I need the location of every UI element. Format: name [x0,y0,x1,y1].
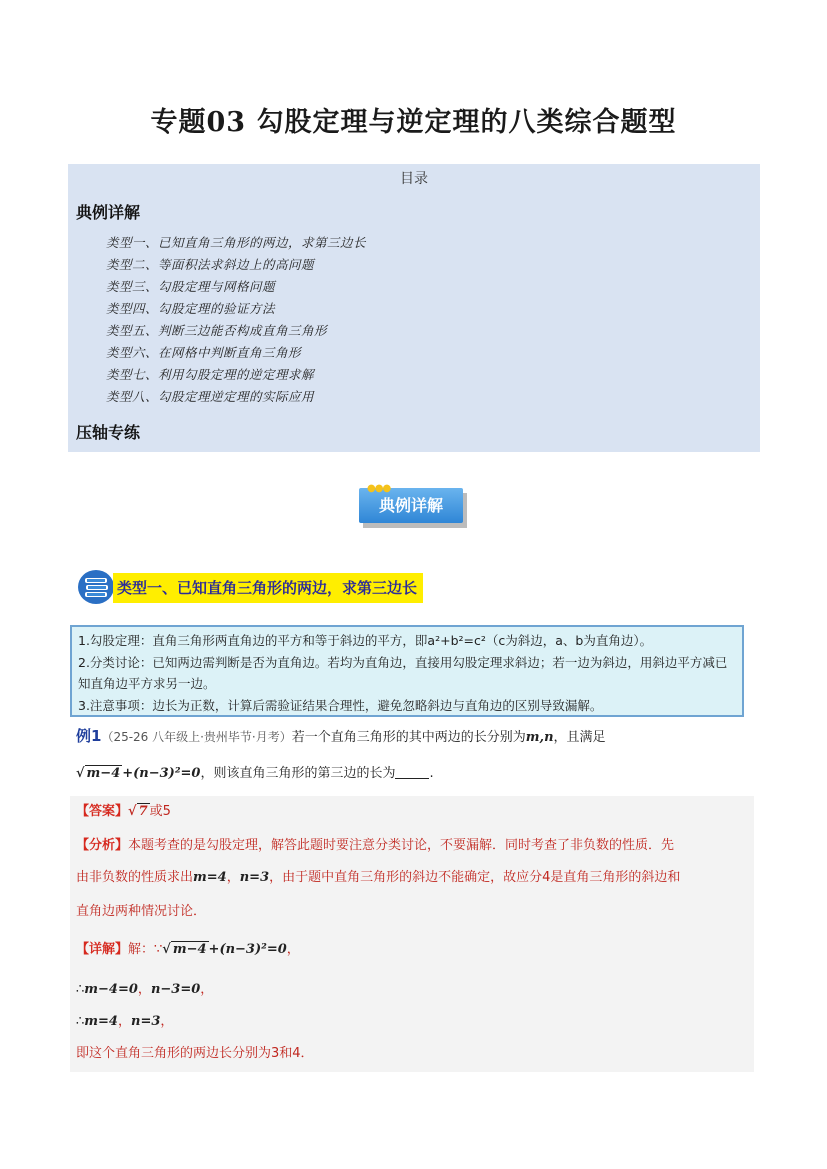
example-vars: m,n [525,730,554,745]
analysis-line3: 直角边两种情况讨论． [76,904,207,919]
answer-blank[interactable] [395,764,429,779]
toc-section-challenge[interactable]: 压轴专练 [76,423,141,442]
detail-conclusion: 即这个直角三角形的两边长分别为3和4． [76,1046,314,1061]
sqrt-radicand: m−4 [86,766,121,781]
example-question-line1 [76,724,606,750]
toc-item[interactable]: 类型一、已知直角三角形的两边，求第三边长 [106,235,367,250]
key-point: 1.勾股定理：直角三角形两直角边的平方和等于斜边的平方，即a²+b²=c²（c为斜边，a、b为直角边）。 [78,633,653,648]
answer-sqrt: √ 7 [128,804,148,819]
analysis-line1: 【分析】本题考查的是勾股定理，解答此题时要注意分类讨论，不要漏解．同时考查了非负数的性质．先 [76,838,675,853]
toc-item[interactable]: 类型六、在网格中判断直角三角形 [106,345,302,360]
toc-item[interactable]: 类型八、勾股定理逆定理的实际应用 [106,389,315,404]
example-source: （25-26 八年级上·贵州毕节·月考） [101,730,292,744]
toc-item-list [106,232,366,408]
answer-line [76,800,171,824]
example-text: 若一个直角三角形的其中两边的长分别为 [291,730,526,745]
section-banner [359,483,467,528]
banner-dots-icon: ●●● [367,483,391,494]
example-question-line2 [76,762,434,786]
banner-label: 典例详解 [359,488,463,523]
toc-heading: 目录 [400,171,428,187]
toc-item[interactable]: 类型七、利用勾股定理的逆定理求解 [106,367,315,382]
detail-line3: ∴m=4，n=3， [76,1014,174,1029]
analysis-tag: 【分析】 [76,838,129,853]
type-title: 类型一、已知直角三角形的两边，求第三边长 [113,573,423,603]
toc-item[interactable]: 类型四、勾股定理的验证方法 [106,301,276,316]
detail-line2: ∴m−4=0，n−3=0， [76,982,214,997]
table-of-contents [68,164,760,452]
key-points-box [70,625,744,717]
key-point: 3.注意事项：边长为正数，计算后需验证结果合理性，避免忽略斜边与直角边的区别导致漏解。 [78,697,603,713]
answer-tag: 【答案】 [76,804,129,819]
analysis-line2: 由非负数的性质求出m=4，n=3，由于题中直角三角形的斜边不能确定，故应分4是直角三角形的斜边和 [76,870,681,885]
solution-box [70,796,754,1072]
detail-tag: 【详解】 [76,942,129,957]
equation-rest: +(n−3)²=0 [122,766,201,781]
detail-line1: 【详解】解：∵√ m−4 +(n−3)²=0， [76,942,300,957]
answer-text: 或5 [149,804,171,819]
example-text-after: ，且满足 [553,730,606,745]
example-end: . [429,766,434,781]
toc-item[interactable]: 类型二、等面积法求斜边上的高问题 [106,257,315,272]
toc-item[interactable]: 类型五、判断三边能否构成直角三角形 [106,323,328,338]
toc-section-examples[interactable]: 典例详解 [76,203,141,222]
key-point: 2.分类讨论：已知两边需判断是否为直角边。若均为直角边，直接用勾股定理求斜边；若一边为斜边，用斜边平方减已知直角边平方求另一边。 [78,654,728,691]
books-stack-icon [77,569,117,605]
example-question: ，则该直角三角形的第三边的长为 [200,766,396,781]
sqrt-expression: √ m−4 [76,766,121,781]
toc-item[interactable]: 类型三、勾股定理与网格问题 [106,279,276,294]
example-label: 例1 [76,727,102,745]
page-title: 专题03 勾股定理与逆定理的八类综合题型 [150,107,677,138]
